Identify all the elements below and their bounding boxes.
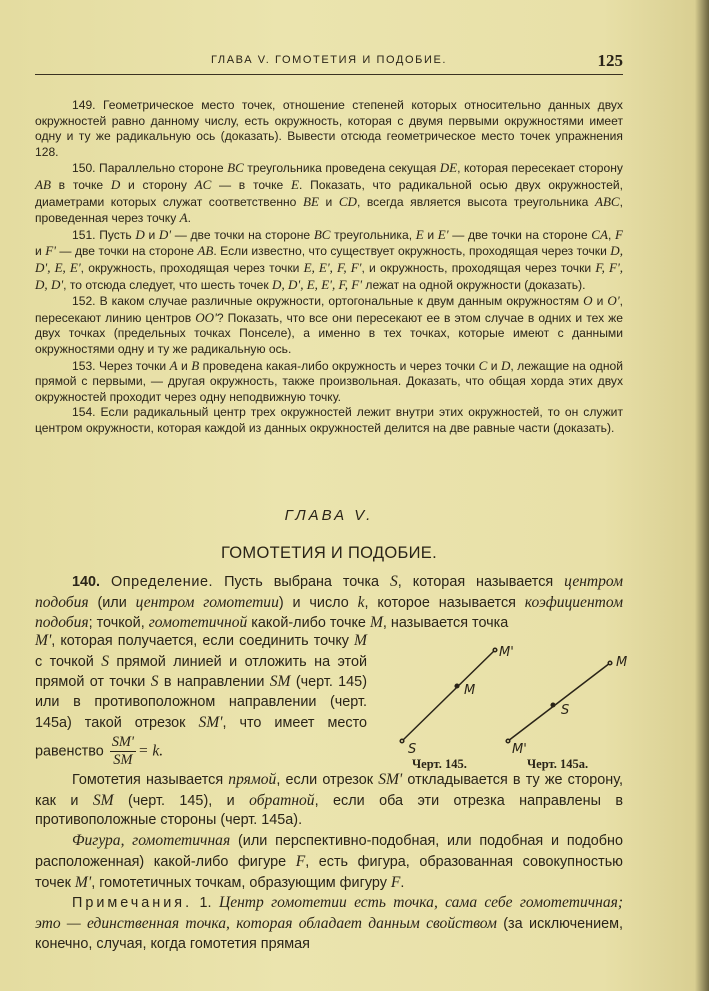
fig145a-label-M: M xyxy=(616,655,628,670)
ratio-fraction: $\frac{SM'}{SM}$ xyxy=(111,733,134,768)
figure-145a xyxy=(506,661,612,743)
fig145a-label-S: S xyxy=(561,703,570,718)
exercises-block xyxy=(35,98,623,436)
figure-145a-caption: Черт. 145а. xyxy=(527,757,589,771)
figure-145-caption: Черт. 145. xyxy=(412,757,467,771)
notes-paragraph: Примечания. 1. Центр гомотетии есть точка, сама себе гомотетичная; это — единственная точка, которая обладает данным свойством (за исключением, конечно, случая, когда гомотетия прямая xyxy=(35,894,624,952)
fig145a-label-M-prime: M' xyxy=(512,742,527,757)
section-number: 140. xyxy=(72,574,101,590)
running-header xyxy=(35,52,623,74)
notes-label: Примечания. xyxy=(72,895,193,912)
exercise-151: 151. Пусть D и D' — две точки на стороне BC треугольника, E и E' — две точки на стороне CA, F и F' — две точки на стороне AB. Если известно, что существует окружность, проходящая через точки D, D', E, E', окружность, проходящая через точки E, E', F, F', и окружность, проходящая через точки F, F', D, D', то отсюда следует, что шесть точек D, D', E, E', F, F' лежат на одной окружности (доказать). xyxy=(35,226,623,292)
page-number: 125 xyxy=(597,51,623,70)
exercise-150: 150. Параллельно стороне BC треугольника проведена секущая DE, которая пересекает сторону AB в точке D и сторону AC — в точке E. Показать, что радикальной осью двух окружностей, диаметрами которых служат соответственно BE и CD, всегда является высота треугольника ABC, проведенная через точку A. xyxy=(35,160,623,226)
homothety-figures xyxy=(380,640,640,760)
exercise-153: 153. Через точки A и B проведена какая-либо окружность и через точки C и D, лежащие на одной прямой с первыми, — другая окружность, также произвольная. Доказать, что общая хорда этих двух окружностей проходит через одну неподвижную точку. xyxy=(35,357,623,404)
section-140-intro: 140. Определение. Пусть выбрана точка S, которая называется центром подобия (или центром гомотетии) и число k, которое называется коэфициентом подобия; точкой, гомотетичной какой-либо точке M, называется точка xyxy=(35,573,624,632)
fig145-label-M-prime: M' xyxy=(499,645,514,660)
chapter-title: ГОМОТЕТИЯ И ПОДОБИЕ. xyxy=(220,544,437,562)
fig145-label-S: S xyxy=(408,742,417,757)
definition-label: Определение. xyxy=(110,574,214,590)
section-140-narrow-column: M', которая получается, если соединить точку M с точкой S прямой линией и отложить на этой прямой от точки S в направлении SM (черт. 145) или в противоположном направлении (черт. 145а) такой отрезок SM', что имеет место равенство $\frac{SM'}{SM}$ = k. xyxy=(35,632,367,768)
running-title: ГЛАВА V. ГОМОТЕТИЯ И ПОДОБИЕ. xyxy=(210,54,448,66)
section-140-body xyxy=(35,770,623,954)
exercise-149: 149. Геометрическое место точек, отношение степеней которых относительно данных двух окружностей равно данному числу, есть окружность, которая с двумя первыми окружностями имеет одну и ту же радикальную ось (доказать). Вывести отсюда геометрическое место точек упражнения 128. xyxy=(35,98,623,159)
exercise-154: 154. Если радикальный центр трех окружностей лежит внутри этих окружностей, то он служит центром окружности, которая каждой из данных окружностей делится на две равные части (доказать). xyxy=(35,405,623,435)
chapter-number: ГЛАВА V. xyxy=(284,507,374,524)
direct-homothety-paragraph: Гомотетия называется прямой, если отрезок SM' откладывается в ту же сторону, как и SM (черт. 145), и обратной, если оба эти отрезка направлены в противоположные стороны (черт. 145а). xyxy=(35,771,624,829)
fig145-label-M: M xyxy=(464,683,476,698)
header-rule xyxy=(35,74,623,75)
exercise-152: 152. В каком случае различные окружности, ортогональные к двум данным окружностям O и O', пересекают линию центров OO'? Показать, что все они пересекают ее в этом случае в одних и тех же двух точках (предельных точках Понселе), а именно в тех точках, которые имеют с данными окружностями одну и ту же радикальную ось. xyxy=(35,293,623,356)
figure-145 xyxy=(400,648,497,743)
homothetic-figure-paragraph: Фигура, гомотетичная (или перспективно-подобная, или подобная и подобно расположенная) какой-либо фигуре F, есть фигура, образованная совокупностью точек M', гомотетичных точкам, образующим фигуру F. xyxy=(35,832,623,891)
